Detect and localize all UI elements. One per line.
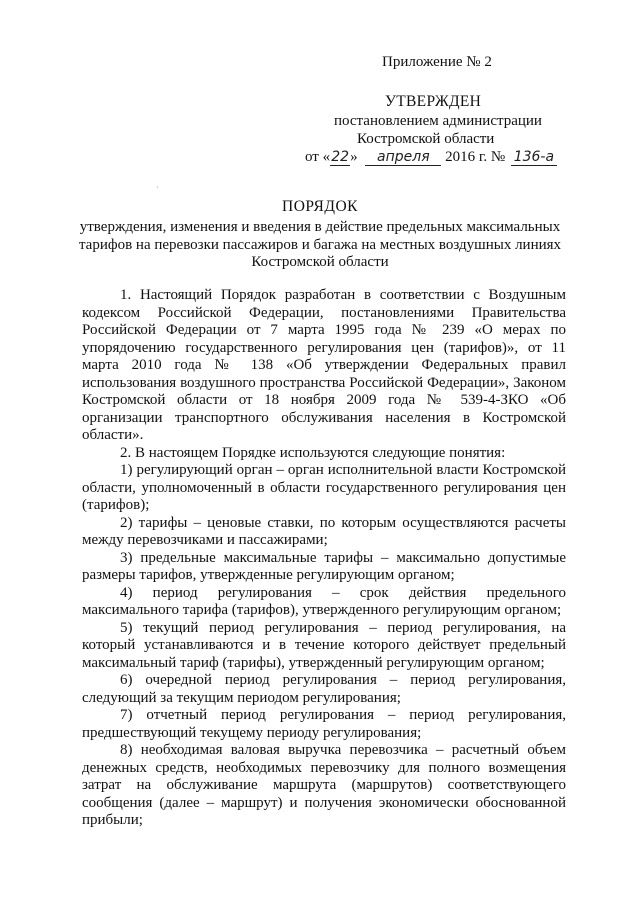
paragraph: 6) очередной период регулирования – период регулирования, следующий за текущим периодом регулирования; [82,672,566,706]
date-mid: » [350,149,358,165]
paragraph: 4) период регулирования – срок действия предельного максимального тарифа (тарифов), утвержденного регулирующим органом; [82,584,566,618]
decree-number: 136-а [511,150,557,166]
document-subtitle: утверждения, изменения и введения в действие предельных максимальных тарифов на перевозки пассажиров и багажа на местных воздушных линиях Костромской области [78,219,562,270]
date-month: апреля [365,150,441,166]
document-title: ПОРЯДОК [282,198,358,215]
document-body [82,287,566,830]
paragraph: 8) необходимая валовая выручка перевозчика – расчетный объем денежных средств, необходимых перевозчику для полного возмещения затрат на обслуживание маршрута (маршрутов) соответствующего сообщения (далее – маршрут) и получения экономически обоснованной прибыли; [82,742,566,828]
paragraph: 7) отчетный период регулирования – период регулирования, предшествующий текущему периоду регулирования; [82,707,566,741]
paragraph: 3) предельные максимальные тарифы – максимально допустимые размеры тарифов, утвержденные регулирующим органом; [82,549,566,583]
date-year: 2016 г. № [445,149,506,165]
paragraph: 5) текущий период регулирования – период регулирования, на который устанавливаются и в течение которого действует предельный максимальный тариф (тарифы), утвержденный регулирующим органом; [82,619,566,671]
paragraph: 2) тарифы – ценовые ставки, по которым осуществляются расчеты между перевозчиками и пассажирами; [82,514,566,548]
decree-line: постановлением администрации [334,113,542,129]
paragraph: 2. В настоящем Порядке используются следующие понятия: [120,444,506,461]
appendix-label: Приложение № 2 [382,54,492,70]
paragraph: 1. Настоящий Порядок разработан в соответствии с Воздушным кодексом Российской Федерации, постановлениями Правительства Российской Федерации от 7 марта 1995 года № 239 «О мерах по упорядочению государственного регулирования цен (тарифов)», от 11 марта 2010 года № 138 «Об утверждении Федеральных правил использования воздушного пространства Российской Федерации», Законом Костромской области от 18 ноября 2009 года № 539-4-ЗКО «Об организации транспортного обслуживания населения в Костромской области». [82,287,566,443]
paragraph: 1) регулирующий орган – орган исполнительной власти Костромской области, уполномоченный в области государственного регулирования цен (тарифов); [82,462,566,513]
approved-heading: УТВЕРЖДЕН [385,93,482,110]
date-prefix: от « [305,149,331,165]
date-day: 22 [331,149,350,165]
date-line [305,149,557,166]
region-line: Костромской области [357,131,495,147]
scan-dot-mark: · [156,183,159,192]
